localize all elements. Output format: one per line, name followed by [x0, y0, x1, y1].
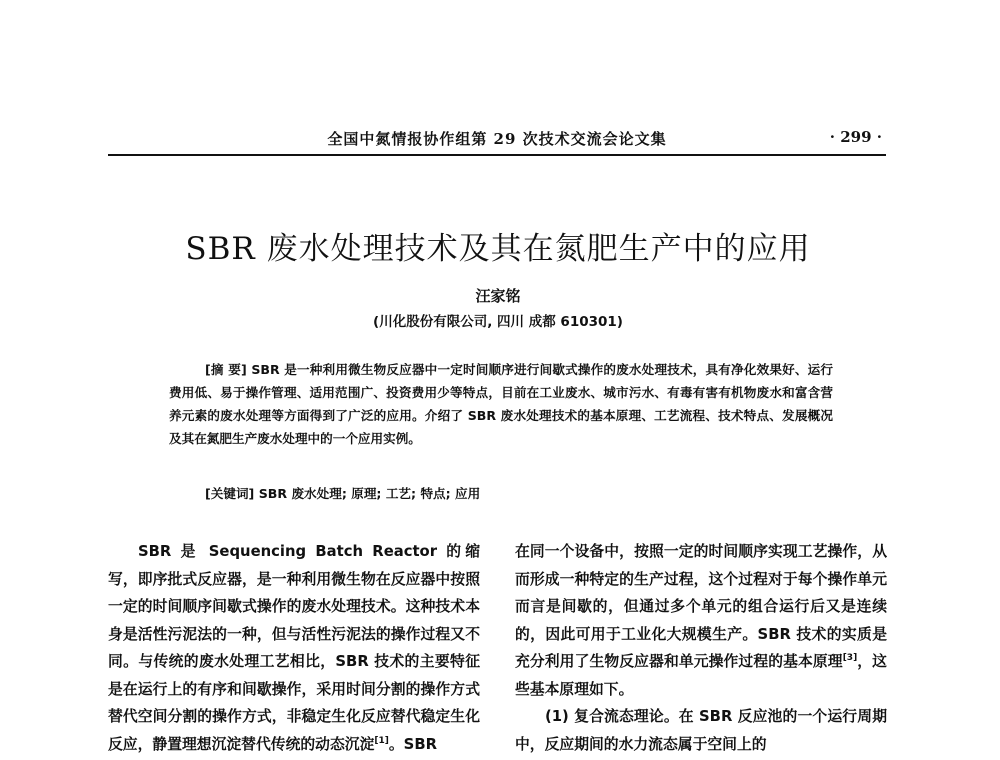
- citation-reference: [1]: [374, 735, 389, 746]
- keywords: [205, 482, 833, 505]
- body-paragraph: [515, 538, 887, 703]
- body-text: SBR 是 Sequencing Batch Reactor 的缩写，即序批式反应器，是一种利用微生物在反应器中按照一定的时间顺序间歇式操作的废水处理技术。这种技术本身是活性污泥法的一种，但与活性污泥法的操作过程又不同。与传统的废水处理工艺相比，SBR 技术的主要特征是在运行上的有序和间歇操作，采用时间分割的操作方式替代空间分割的操作方式，非稳定生化反应替代稳定生化反应，静置理想沉淀替代传统的动态沉淀: [108, 543, 480, 753]
- paper-title: SBR 废水处理技术及其在氮肥生产中的应用: [185, 230, 811, 267]
- abstract-text: SBR 是一种利用微生物反应器中一定时间顺序进行间歇式操作的废水处理技术，具有净化效果好、运行费用低、易于操作管理、适用范围广、投资费用少等特点，目前在工业废水、城市污水、有毒有害有机物废水和富含营养元素的废水处理等方面得到了广泛的应用。介绍了 SBR 废水处理技术的基本原理、工艺流程、技术特点、发展概况及其在氮肥生产废水处理中的一个应用实例。: [169, 362, 833, 446]
- running-title: 全国中氮情报协作组第 29 次技术交流会论文集: [327, 130, 667, 148]
- body-column-left: [108, 538, 480, 758]
- abstract: [169, 358, 833, 450]
- author-name: 汪家铭: [475, 287, 521, 305]
- body-text: (1) 复合流态理论。在 SBR 反应池的一个运行周期中，反应期间的水力流态属于空间上的: [515, 708, 887, 753]
- body-paragraph: [515, 703, 887, 758]
- keywords-label: [关键词]: [205, 486, 255, 501]
- body-paragraph: [108, 538, 480, 758]
- running-header: [108, 128, 886, 156]
- body-text: 在同一个设备中，按照一定的时间顺序实现工艺操作，从而形成一种特定的生产过程，这个过程对于每个操作单元而言是间歇的，但通过多个单元的组合运行后又是连续的，因此可用于工业化大规模生产。SBR 技术的实质是充分利用了生物反应器和单元操作过程的基本原理: [515, 543, 887, 670]
- body-text: 。SBR: [388, 735, 437, 753]
- body-column-right: [515, 538, 887, 758]
- abstract-label: [摘 要]: [205, 362, 247, 377]
- page-number: · 299 ·: [829, 128, 882, 146]
- keywords-text: SBR 废水处理; 原理; 工艺; 特点; 应用: [258, 486, 481, 501]
- author-affiliation: (川化股份有限公司, 四川 成都 610301): [373, 314, 623, 330]
- citation-reference: [3]: [842, 653, 858, 664]
- body-text: ，这些基本原理如下。: [515, 653, 887, 698]
